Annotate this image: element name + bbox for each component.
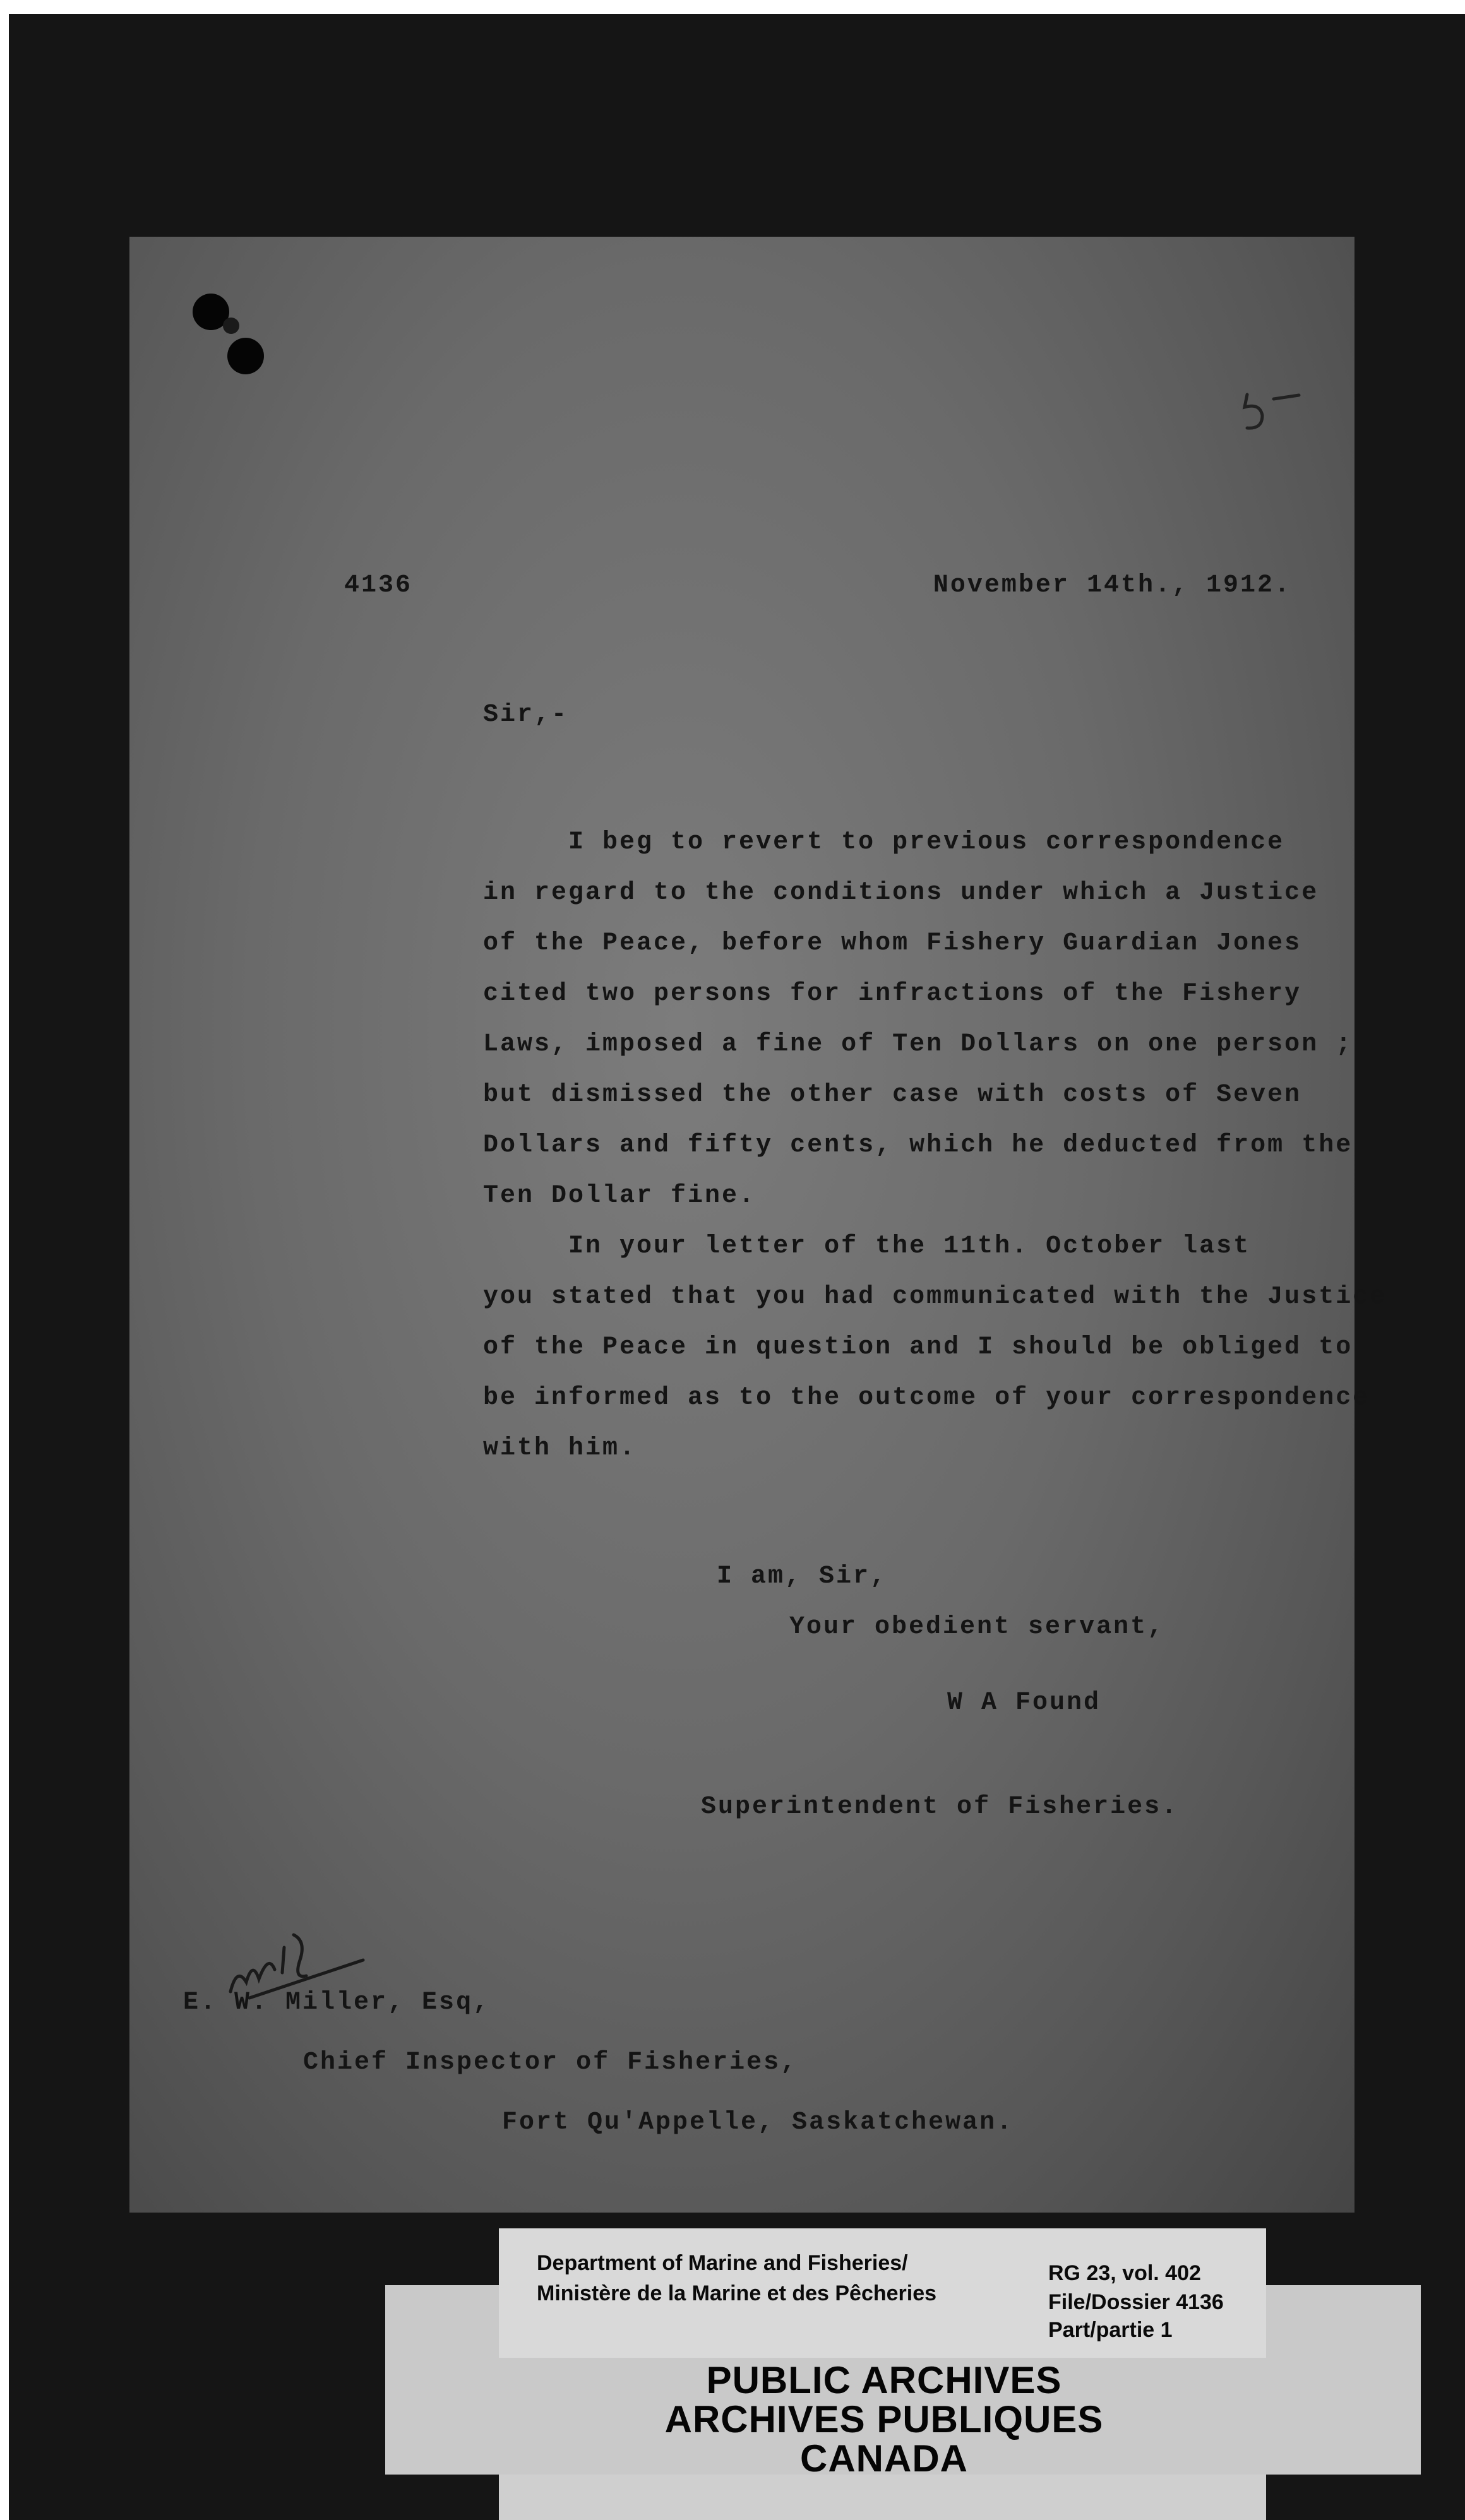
archive-reference-label bbox=[499, 2228, 1266, 2358]
stamp-line: PUBLIC ARCHIVES bbox=[706, 2359, 1062, 2401]
pencil-mark-icon bbox=[1241, 385, 1304, 436]
archives-stamp bbox=[631, 2361, 1137, 2478]
recipient-name: E. W. Miller, Esq, bbox=[183, 1988, 491, 2017]
letter-page bbox=[129, 237, 1387, 2213]
body-line: cited two persons for infractions of the Fishery bbox=[483, 980, 1302, 1008]
body-line: you stated that you had communicated with the Justice bbox=[483, 1283, 1387, 1311]
punch-hole bbox=[223, 318, 239, 334]
file-number: 4136 bbox=[344, 571, 413, 600]
signer-title: Superintendent of Fisheries. bbox=[701, 1793, 1179, 1821]
punch-hole bbox=[227, 338, 264, 374]
archive-label-bottom bbox=[499, 2475, 1266, 2520]
part-partie: Part/partie 1 bbox=[1048, 2318, 1173, 2342]
body-line: Laws, imposed a fine of Ten Dollars on one person ; bbox=[483, 1030, 1353, 1059]
letter-date: November 14th., 1912. bbox=[933, 571, 1291, 600]
scan-frame-top bbox=[0, 0, 1465, 14]
body-line: but dismissed the other case with costs of Seven bbox=[483, 1081, 1302, 1109]
closing: I am, Sir, bbox=[717, 1562, 888, 1591]
recipient-title: Chief Inspector of Fisheries, bbox=[303, 2048, 798, 2077]
body-line: be informed as to the outcome of your correspondence bbox=[483, 1384, 1370, 1412]
file-dossier: File/Dossier 4136 bbox=[1048, 2290, 1224, 2314]
body-line: of the Peace, before whom Fishery Guardian Jones bbox=[483, 929, 1302, 958]
body-line: in regard to the conditions under which a Justice bbox=[483, 879, 1319, 907]
stamp-line: CANADA bbox=[800, 2437, 968, 2480]
body-line: Ten Dollar fine. bbox=[483, 1182, 756, 1210]
recipient-place: Fort Qu'Appelle, Saskatchewan. bbox=[502, 2108, 1014, 2137]
body-line: of the Peace in question and I should be obliged to bbox=[483, 1333, 1353, 1362]
closing-servant: Your obedient servant, bbox=[789, 1613, 1165, 1641]
body-line: In your letter of the 11th. October last bbox=[483, 1232, 1251, 1261]
body-line: Dollars and fifty cents, which he deducted from the bbox=[483, 1131, 1353, 1160]
signature: W A Found bbox=[947, 1689, 1101, 1717]
body-line: I beg to revert to previous correspondence bbox=[483, 828, 1285, 857]
record-group: RG 23, vol. 402 bbox=[1048, 2261, 1201, 2285]
scan-frame-left bbox=[0, 0, 9, 2520]
salutation: Sir,- bbox=[483, 701, 569, 729]
body-line: with him. bbox=[483, 1434, 637, 1463]
department-fr: Ministère de la Marine et des Pêcheries bbox=[537, 2281, 937, 2305]
stamp-line: ARCHIVES PUBLIQUES bbox=[664, 2398, 1104, 2440]
letter-body bbox=[483, 817, 1387, 1474]
department-en: Department of Marine and Fisheries/ bbox=[537, 2251, 908, 2275]
